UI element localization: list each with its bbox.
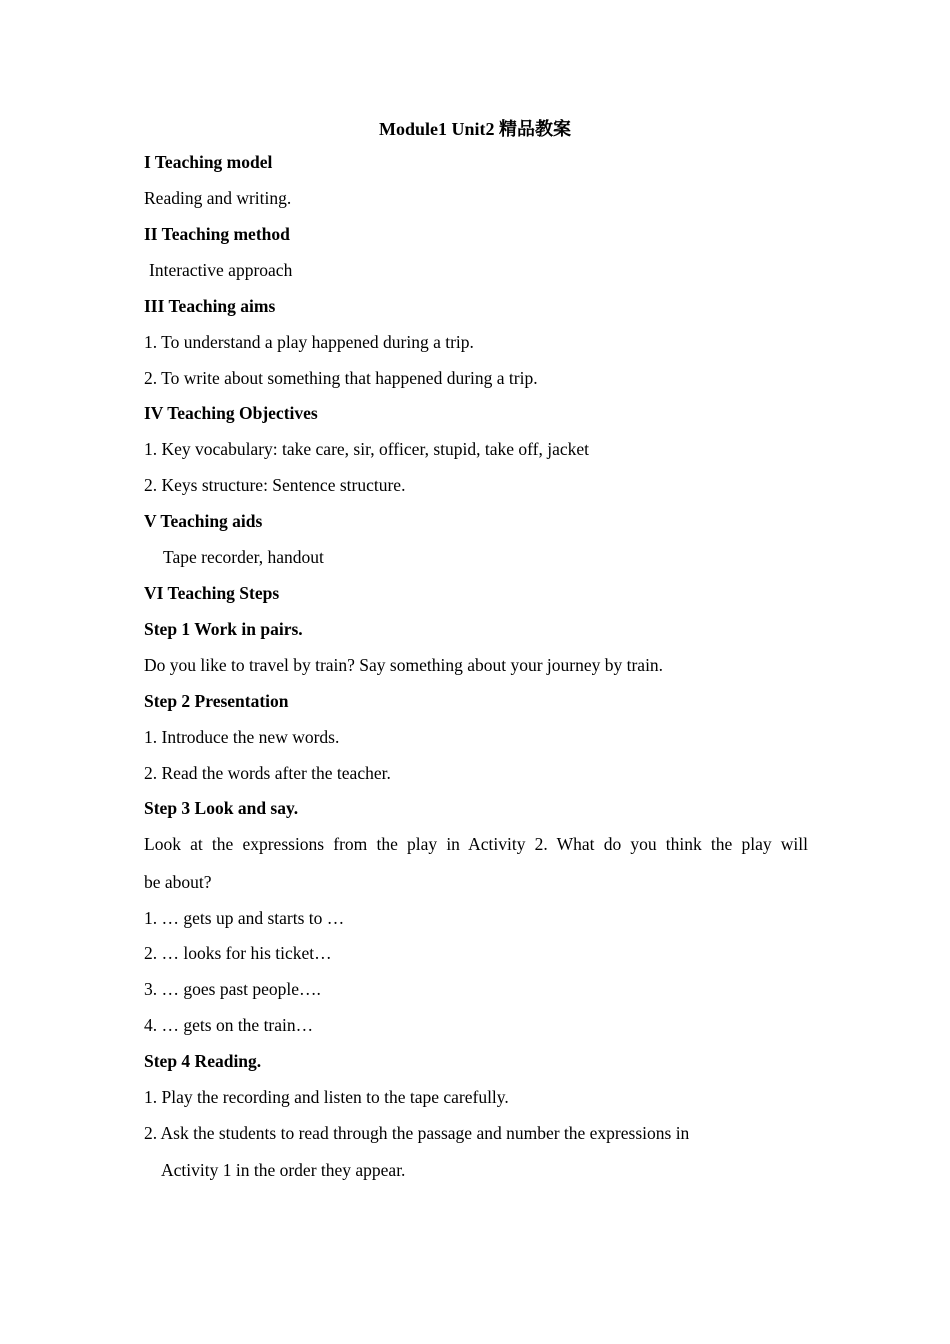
step-4-item-2-line-1: 2. Ask the students to read through the passage and number the expressions in (144, 1123, 690, 1143)
objective-item-1: 1. Key vocabulary: take care, sir, officer, stupid, take off, jacket (144, 439, 589, 459)
heading-teaching-objectives: IV Teaching Objectives (144, 403, 318, 423)
step-1-text: Do you like to travel by train? Say something about your journey by train. (144, 655, 664, 675)
document-title: Module1 Unit2 精品教案 (378, 119, 571, 139)
step-2-heading: Step 2 Presentation (144, 691, 289, 711)
step-1-heading: Step 1 Work in pairs. (144, 619, 303, 639)
paragraph-teaching-method: Interactive approach (149, 260, 293, 280)
aim-item-1: 1. To understand a play happened during a trip. (144, 332, 474, 352)
heading-teaching-model: I Teaching model (144, 152, 273, 172)
heading-teaching-method: II Teaching method (144, 224, 290, 244)
objective-item-2: 2. Keys structure: Sentence structure. (144, 475, 406, 495)
paragraph-teaching-model: Reading and writing. (144, 188, 292, 208)
step-3-heading: Step 3 Look and say. (144, 798, 299, 818)
step-4-item-1: 1. Play the recording and listen to the tape carefully. (144, 1087, 509, 1107)
step-3-text-line-2: be about? (144, 872, 212, 892)
step-2-item-1: 1. Introduce the new words. (144, 727, 340, 747)
step-3-item-4: 4. … gets on the train… (144, 1015, 314, 1035)
heading-teaching-steps: VI Teaching Steps (144, 583, 280, 603)
step-3-item-1: 1. … gets up and starts to … (144, 908, 345, 928)
step-4-heading: Step 4 Reading. (144, 1051, 262, 1071)
step-2-item-2: 2. Read the words after the teacher. (144, 763, 391, 783)
step-3-item-2: 2. … looks for his ticket… (144, 943, 332, 963)
aim-item-2: 2. To write about something that happened during a trip. (144, 368, 538, 388)
step-4-item-2-line-2: Activity 1 in the order they appear. (161, 1160, 406, 1180)
heading-teaching-aids: V Teaching aids (144, 511, 263, 531)
step-3-text-line-1: Look at the expressions from the play in Activity 2. What do you think the play will (144, 834, 808, 854)
heading-teaching-aims: III Teaching aims (144, 296, 276, 316)
paragraph-teaching-aids: Tape recorder, handout (163, 547, 324, 567)
step-3-item-3: 3. … goes past people…. (144, 979, 321, 999)
